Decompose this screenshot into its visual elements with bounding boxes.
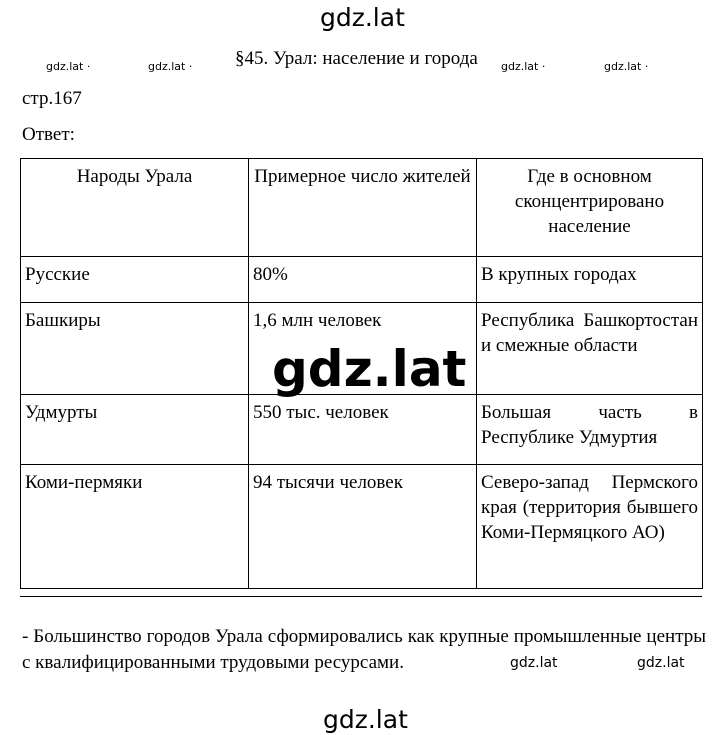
cell-count: 550 тыс. человек (249, 395, 477, 465)
watermark-small: gdz.lat · (148, 60, 193, 73)
answer-label: Ответ: (22, 124, 75, 145)
cell-location: Большая часть в Республике Удмуртия (477, 395, 703, 465)
page-title: §45. Урал: население и города (235, 48, 478, 69)
cell-location: В крупных городах (477, 257, 703, 303)
header-cell-location: Где в основном сконцентрировано население (477, 159, 703, 257)
watermark-top: gdz.lat (320, 3, 405, 32)
conclusion-text: - Большинство городов Урала сформировались как крупные промышленные центры с квалифицированными трудовыми ресурсами. (22, 626, 706, 673)
cell-count: 80% (249, 257, 477, 303)
cell-people: Коми-пермяки (21, 465, 249, 589)
watermark-center: gdz.lat (272, 340, 467, 398)
table-header-row (21, 159, 703, 257)
watermark-small: gdz.lat · (501, 60, 546, 73)
page-number: стр.167 (22, 88, 82, 109)
cell-location: Северо-запад Пермского края (территория бывшего Коми-Пермяцкого АО) (477, 465, 703, 589)
table-row (21, 465, 703, 589)
divider (20, 596, 702, 597)
cell-people: Русские (21, 257, 249, 303)
table-row (21, 257, 703, 303)
cell-people: Башкиры (21, 303, 249, 395)
header-cell-peoples: Народы Урала (21, 159, 249, 257)
cell-location: Республика Башкортостан и смежные области (477, 303, 703, 395)
table-row (21, 395, 703, 465)
header-cell-count: Примерное число жителей (249, 159, 477, 257)
watermark-small: gdz.lat (637, 655, 685, 671)
cell-people: Удмурты (21, 395, 249, 465)
watermark-small: gdz.lat · (46, 60, 91, 73)
watermark-small: gdz.lat · (604, 60, 649, 73)
cell-count: 1,6 млн человек (249, 303, 477, 395)
watermark-small: gdz.lat (510, 655, 558, 671)
watermark-bottom: gdz.lat (323, 705, 408, 734)
cell-count: 94 тысячи человек (249, 465, 477, 589)
